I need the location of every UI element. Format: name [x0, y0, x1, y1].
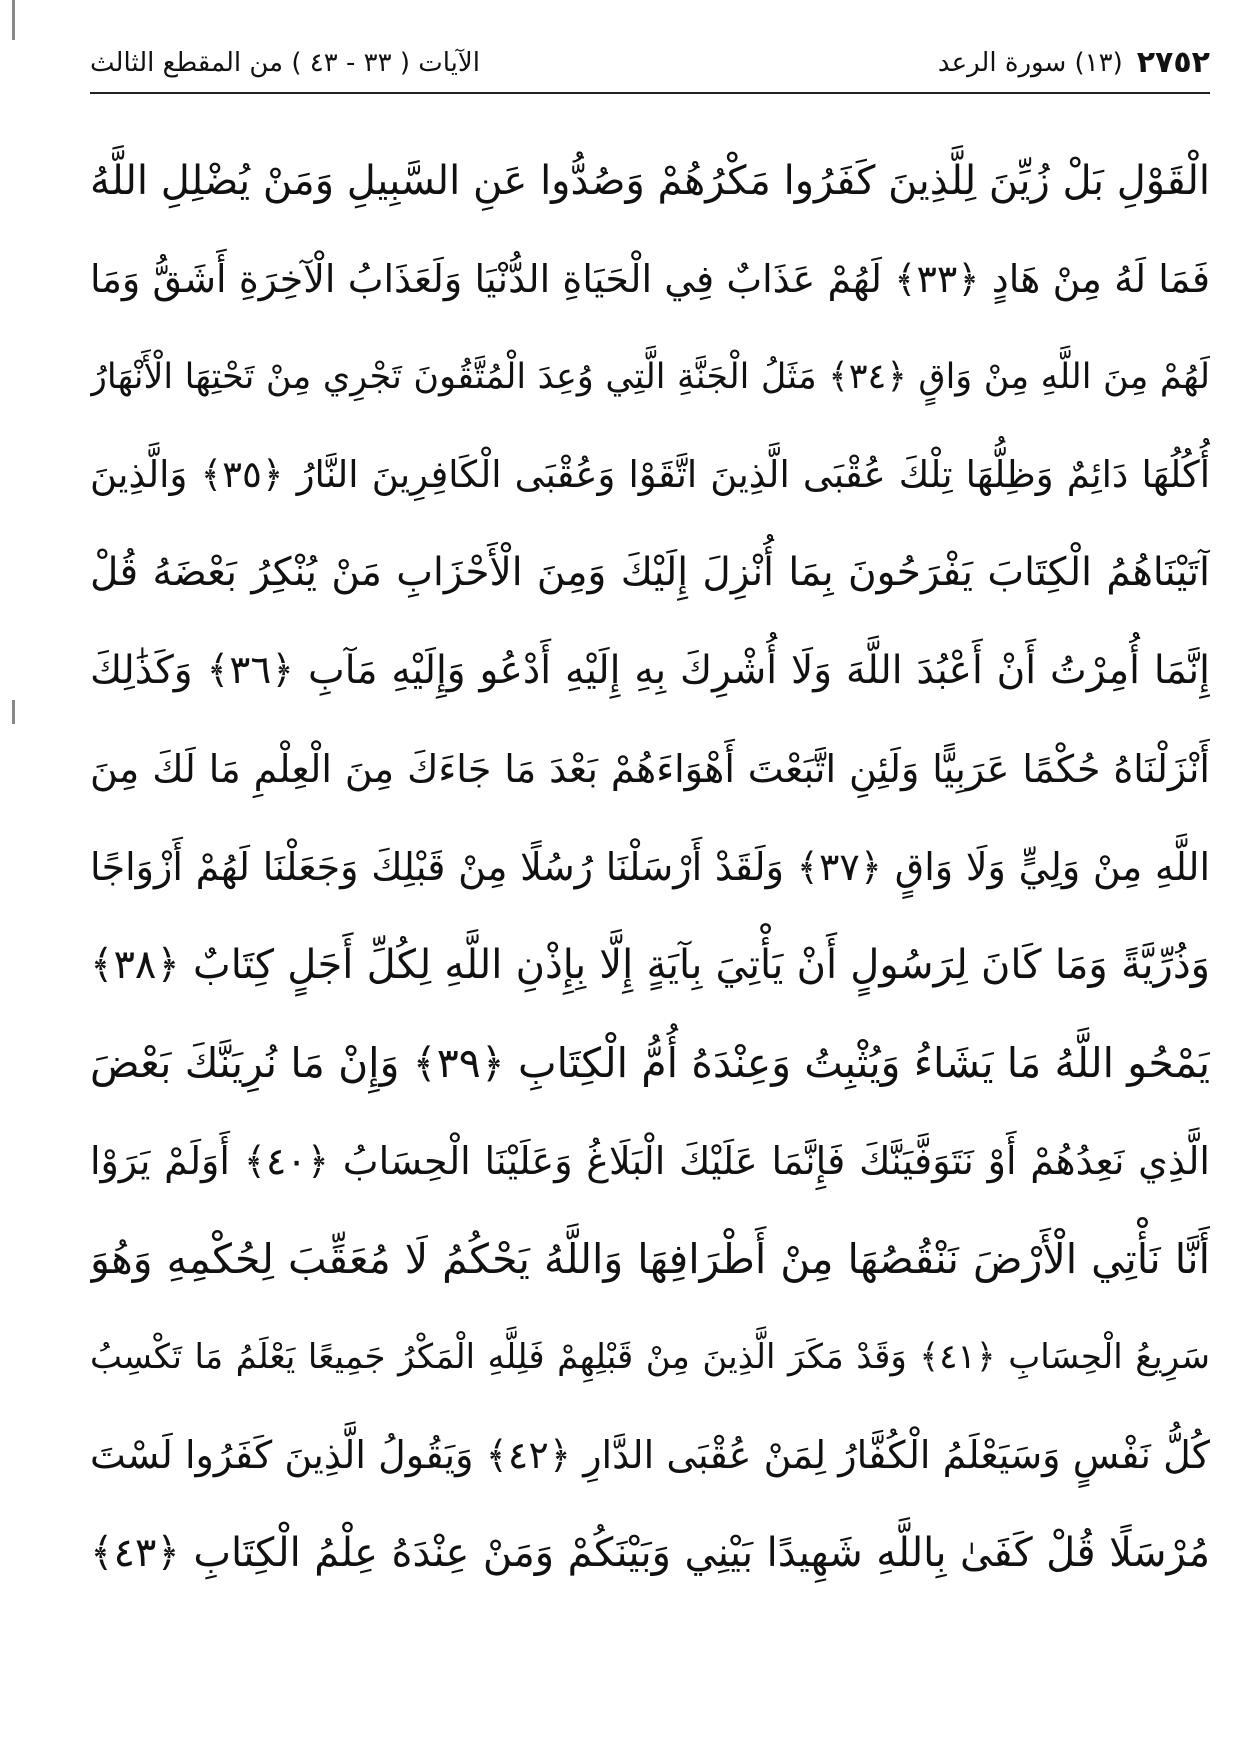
- text-line: أَنَّا نَأْتِي الْأَرْضَ نَنْقُصُهَا مِنْ أَطْرَافِهَا وَاللَّهُ يَحْكُمُ لَا مُعَقِّبَ لِحُكْمِهِ وَهُوَ: [90, 1235, 1210, 1283]
- header-divider: [90, 92, 1210, 94]
- scan-edge-mark: [12, 700, 15, 724]
- text-line: أُكُلُهَا دَائِمٌ وَظِلُّهَا تِلْكَ عُقْبَى الَّذِينَ اتَّقَوْا وَعُقْبَى الْكَافِرِينَ النَّارُ ﴿٣٥﴾ وَالَّذِينَ: [90, 453, 1210, 496]
- surah-label: (١٣) سورة الرعد: [937, 48, 1123, 78]
- text-line: يَمْحُو اللَّهُ مَا يَشَاءُ وَيُثْبِتُ وَعِنْدَهُ أُمُّ الْكِتَابِ ﴿٣٩﴾ وَإِنْ مَا نُرِيَنَّكَ بَعْضَ: [90, 1039, 1210, 1087]
- header-left-group: [90, 38, 480, 88]
- text-line: أَنْزَلْنَاهُ حُكْمًا عَرَبِيًّا وَلَئِنِ اتَّبَعْتَ أَهْوَاءَهُمْ بَعْدَ مَا جَاءَكَ مِنَ الْعِلْمِ مَا لَكَ مِنَ: [90, 747, 1210, 791]
- text-line: آتَيْنَاهُمُ الْكِتَابَ يَفْرَحُونَ بِمَا أُنْزِلَ إِلَيْكَ وَمِنَ الْأَحْزَابِ مَنْ يُنْكِرُ بَعْضَهُ قُلْ: [90, 550, 1210, 595]
- text-line: اللَّهِ مِنْ وَلِيٍّ وَلَا وَاقٍ ﴿٣٧﴾ وَلَقَدْ أَرْسَلْنَا رُسُلًا مِنْ قَبْلِكَ وَجَعَلْنَا لَهُمْ أَزْوَاجًا: [90, 845, 1210, 889]
- scan-edge-mark: [12, 0, 15, 40]
- text-line: سَرِيعُ الْحِسَابِ ﴿٤١﴾ وَقَدْ مَكَرَ الَّذِينَ مِنْ قَبْلِهِمْ فَلِلَّهِ الْمَكْرُ جَمِيعًا يَعْلَمُ مَا تَكْسِبُ: [90, 1337, 1210, 1377]
- page-header: [90, 38, 1210, 88]
- quran-text-body: [90, 132, 1210, 1602]
- text-line: الَّذِي نَعِدُهُمْ أَوْ نَتَوَفَّيَنَّكَ فَإِنَّمَا عَلَيْكَ الْبَلَاغُ وَعَلَيْنَا الْحِسَابُ ﴿٤٠﴾ أَوَلَمْ يَرَوْا: [90, 1139, 1210, 1183]
- text-line: مُرْسَلًا قُلْ كَفَىٰ بِاللَّهِ شَهِيدًا بَيْنِي وَبَيْنَكُمْ وَمَنْ عِنْدَهُ عِلْمُ الْكِتَابِ ﴿٤٣﴾: [90, 1530, 1210, 1576]
- text-line: إِنَّمَا أُمِرْتُ أَنْ أَعْبُدَ اللَّهَ وَلَا أُشْرِكَ بِهِ إِلَيْهِ أَدْعُو وَإِلَيْهِ مَآبِ ﴿٣٦﴾ وَكَذَٰلِكَ: [90, 648, 1210, 693]
- text-line: كُلُّ نَفْسٍ وَسَيَعْلَمُ الْكُفَّارُ لِمَنْ عُقْبَى الدَّارِ ﴿٤٢﴾ وَيَقُولُ الَّذِينَ كَفَرُوا لَسْتَ: [90, 1433, 1210, 1477]
- text-line: وَذُرِّيَّةً وَمَا كَانَ لِرَسُولٍ أَنْ يَأْتِيَ بِآيَةٍ إِلَّا بِإِذْنِ اللَّهِ لِكُلِّ أَجَلٍ كِتَابٌ ﴿٣٨﴾: [90, 942, 1210, 988]
- verses-range-label: الآيات ( ٣٣ - ٤٣ ) من المقطع الثالث: [90, 48, 480, 78]
- page-number: ٢٧٥٢: [1136, 45, 1210, 80]
- text-line: الْقَوْلِ بَلْ زُيِّنَ لِلَّذِينَ كَفَرُوا مَكْرُهُمْ وَصُدُّوا عَنِ السَّبِيلِ وَمَنْ يُضْلِلِ اللَّهُ: [90, 158, 1210, 204]
- header-right-group: [938, 38, 1210, 88]
- text-line: لَهُمْ مِنَ اللَّهِ مِنْ وَاقٍ ﴿٣٤﴾ مَثَلُ الْجَنَّةِ الَّتِي وُعِدَ الْمُتَّقُونَ تَجْرِي مِنْ تَحْتِهَا الْأَنْهَارُ: [90, 357, 1210, 397]
- text-line: فَمَا لَهُ مِنْ هَادٍ ﴿٣٣﴾ لَهُمْ عَذَابٌ فِي الْحَيَاةِ الدُّنْيَا وَلَعَذَابُ الْآخِرَةِ أَشَقُّ وَمَا: [90, 257, 1210, 301]
